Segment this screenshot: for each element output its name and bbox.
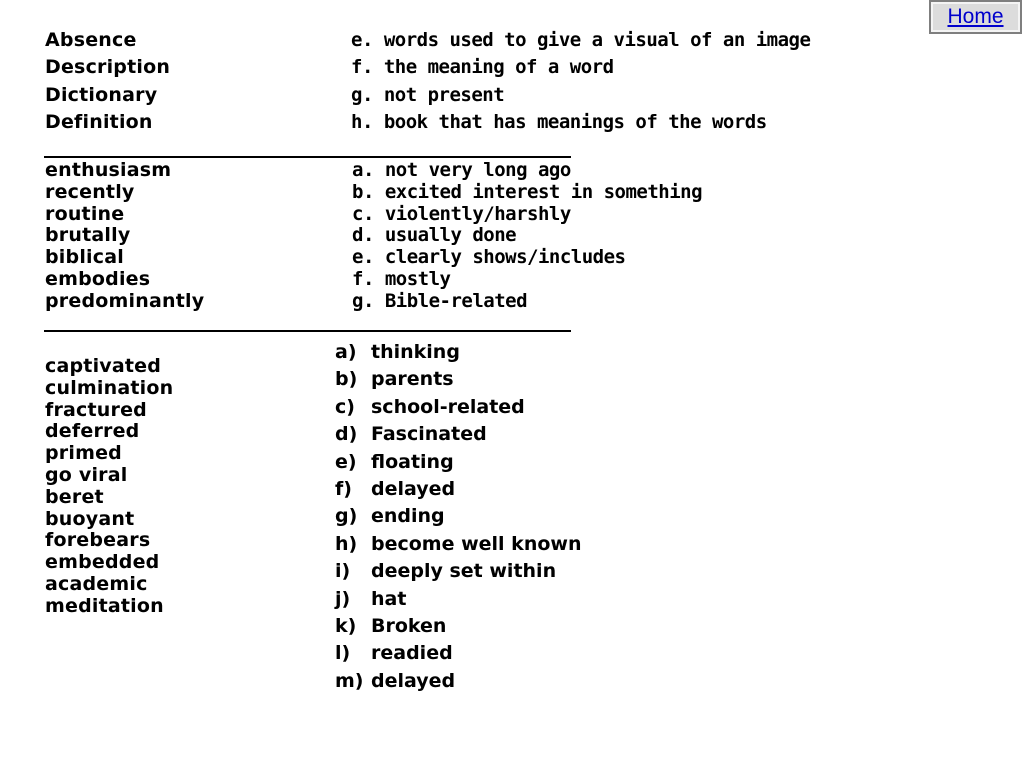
definition-text: readied — [371, 642, 453, 665]
section3-definition — [335, 421, 581, 448]
section2-term: routine — [45, 202, 125, 225]
section3-definition — [335, 394, 581, 421]
section1-term: Description — [45, 56, 171, 79]
section3-definition — [335, 531, 581, 558]
section2-term: predominantly — [45, 289, 205, 312]
definition-letter: g) — [335, 505, 358, 528]
definition-letter: k) — [335, 615, 357, 638]
section3-term: meditation — [45, 594, 164, 617]
section3-definition — [335, 503, 581, 530]
definition-letter: e) — [335, 450, 357, 473]
section3-definition — [335, 668, 581, 695]
definition-letter: a) — [335, 341, 357, 363]
section1-term: Dictionary — [45, 83, 158, 106]
section3-term: embedded — [45, 551, 160, 574]
definition-letter: f) — [335, 478, 352, 501]
definition-text: Fascinated — [371, 423, 487, 446]
section3-term: culmination — [45, 376, 174, 399]
section2-term: brutally — [45, 224, 131, 247]
section3-definition — [335, 476, 581, 503]
section2-definition: e. clearly shows/includes — [352, 246, 626, 269]
section-divider — [44, 156, 571, 158]
section3-definition — [335, 366, 581, 393]
section2-definition: c. violently/harshly — [352, 202, 571, 225]
section1-definition: e. words used to give a visual of an image — [351, 29, 811, 51]
definition-letter: c) — [335, 395, 355, 418]
section3-term: buoyant — [45, 507, 135, 530]
section3-definition — [335, 586, 581, 613]
definition-letter: b) — [335, 368, 358, 391]
section3-term: captivated — [45, 355, 162, 377]
section3-terms-list — [45, 356, 173, 618]
definition-text: parents — [371, 368, 454, 391]
section3-term: go viral — [45, 463, 128, 486]
section1-definition: g. not present — [351, 83, 505, 106]
definition-letter: m) — [335, 669, 364, 692]
definition-text: school-related — [371, 395, 525, 418]
definition-letter: l) — [335, 642, 351, 665]
definition-text: ending — [371, 505, 445, 528]
section2-term: biblical — [45, 246, 124, 269]
section3-term: deferred — [45, 420, 140, 443]
definition-letter: h) — [335, 532, 358, 555]
definition-letter: i) — [335, 560, 351, 583]
definition-text: become well known — [371, 532, 582, 555]
section1-definition: f. the meaning of a word — [351, 56, 614, 79]
definition-letter: j) — [335, 587, 351, 610]
section3-term: fractured — [45, 398, 147, 421]
section1-term: Absence — [45, 29, 137, 51]
section3-definition — [335, 640, 581, 667]
section3-term: forebears — [45, 529, 151, 552]
section2-term: recently — [45, 180, 135, 203]
section3-definitions-list — [335, 339, 581, 695]
section2-term: enthusiasm — [45, 159, 172, 181]
section1-definition: h. book that has meanings of the words — [351, 111, 767, 134]
section3-definition — [335, 613, 581, 640]
section2-definition: b. excited interest in something — [352, 180, 703, 203]
definition-text: hat — [371, 587, 407, 610]
definition-text: delayed — [371, 478, 456, 501]
section3-definition — [335, 339, 581, 366]
section3-definition — [335, 558, 581, 585]
section2-definition: f. mostly — [352, 267, 451, 290]
definition-text: deeply set within — [371, 560, 557, 583]
section3-definition — [335, 449, 581, 476]
section2-definition: a. not very long ago — [352, 159, 571, 181]
section2-terms-list — [45, 160, 204, 313]
section3-term: beret — [45, 485, 104, 508]
section1-term: Definition — [45, 111, 153, 134]
section3-term: primed — [45, 442, 122, 465]
definition-text: floating — [371, 450, 454, 473]
section2-definition: g. Bible-related — [352, 289, 528, 312]
definition-text: Broken — [371, 615, 447, 638]
section3-term: academic — [45, 572, 148, 595]
section-divider — [44, 330, 571, 332]
section2-definition: d. usually done — [352, 224, 517, 247]
definition-letter: d) — [335, 423, 358, 446]
section2-term: embodies — [45, 267, 151, 290]
section1-definitions-list — [351, 27, 810, 137]
home-button[interactable]: Home — [929, 0, 1022, 34]
section2-definitions-list — [352, 160, 702, 313]
section1-terms-list — [45, 27, 170, 137]
definition-text: thinking — [371, 341, 460, 363]
definition-text: delayed — [371, 669, 456, 692]
